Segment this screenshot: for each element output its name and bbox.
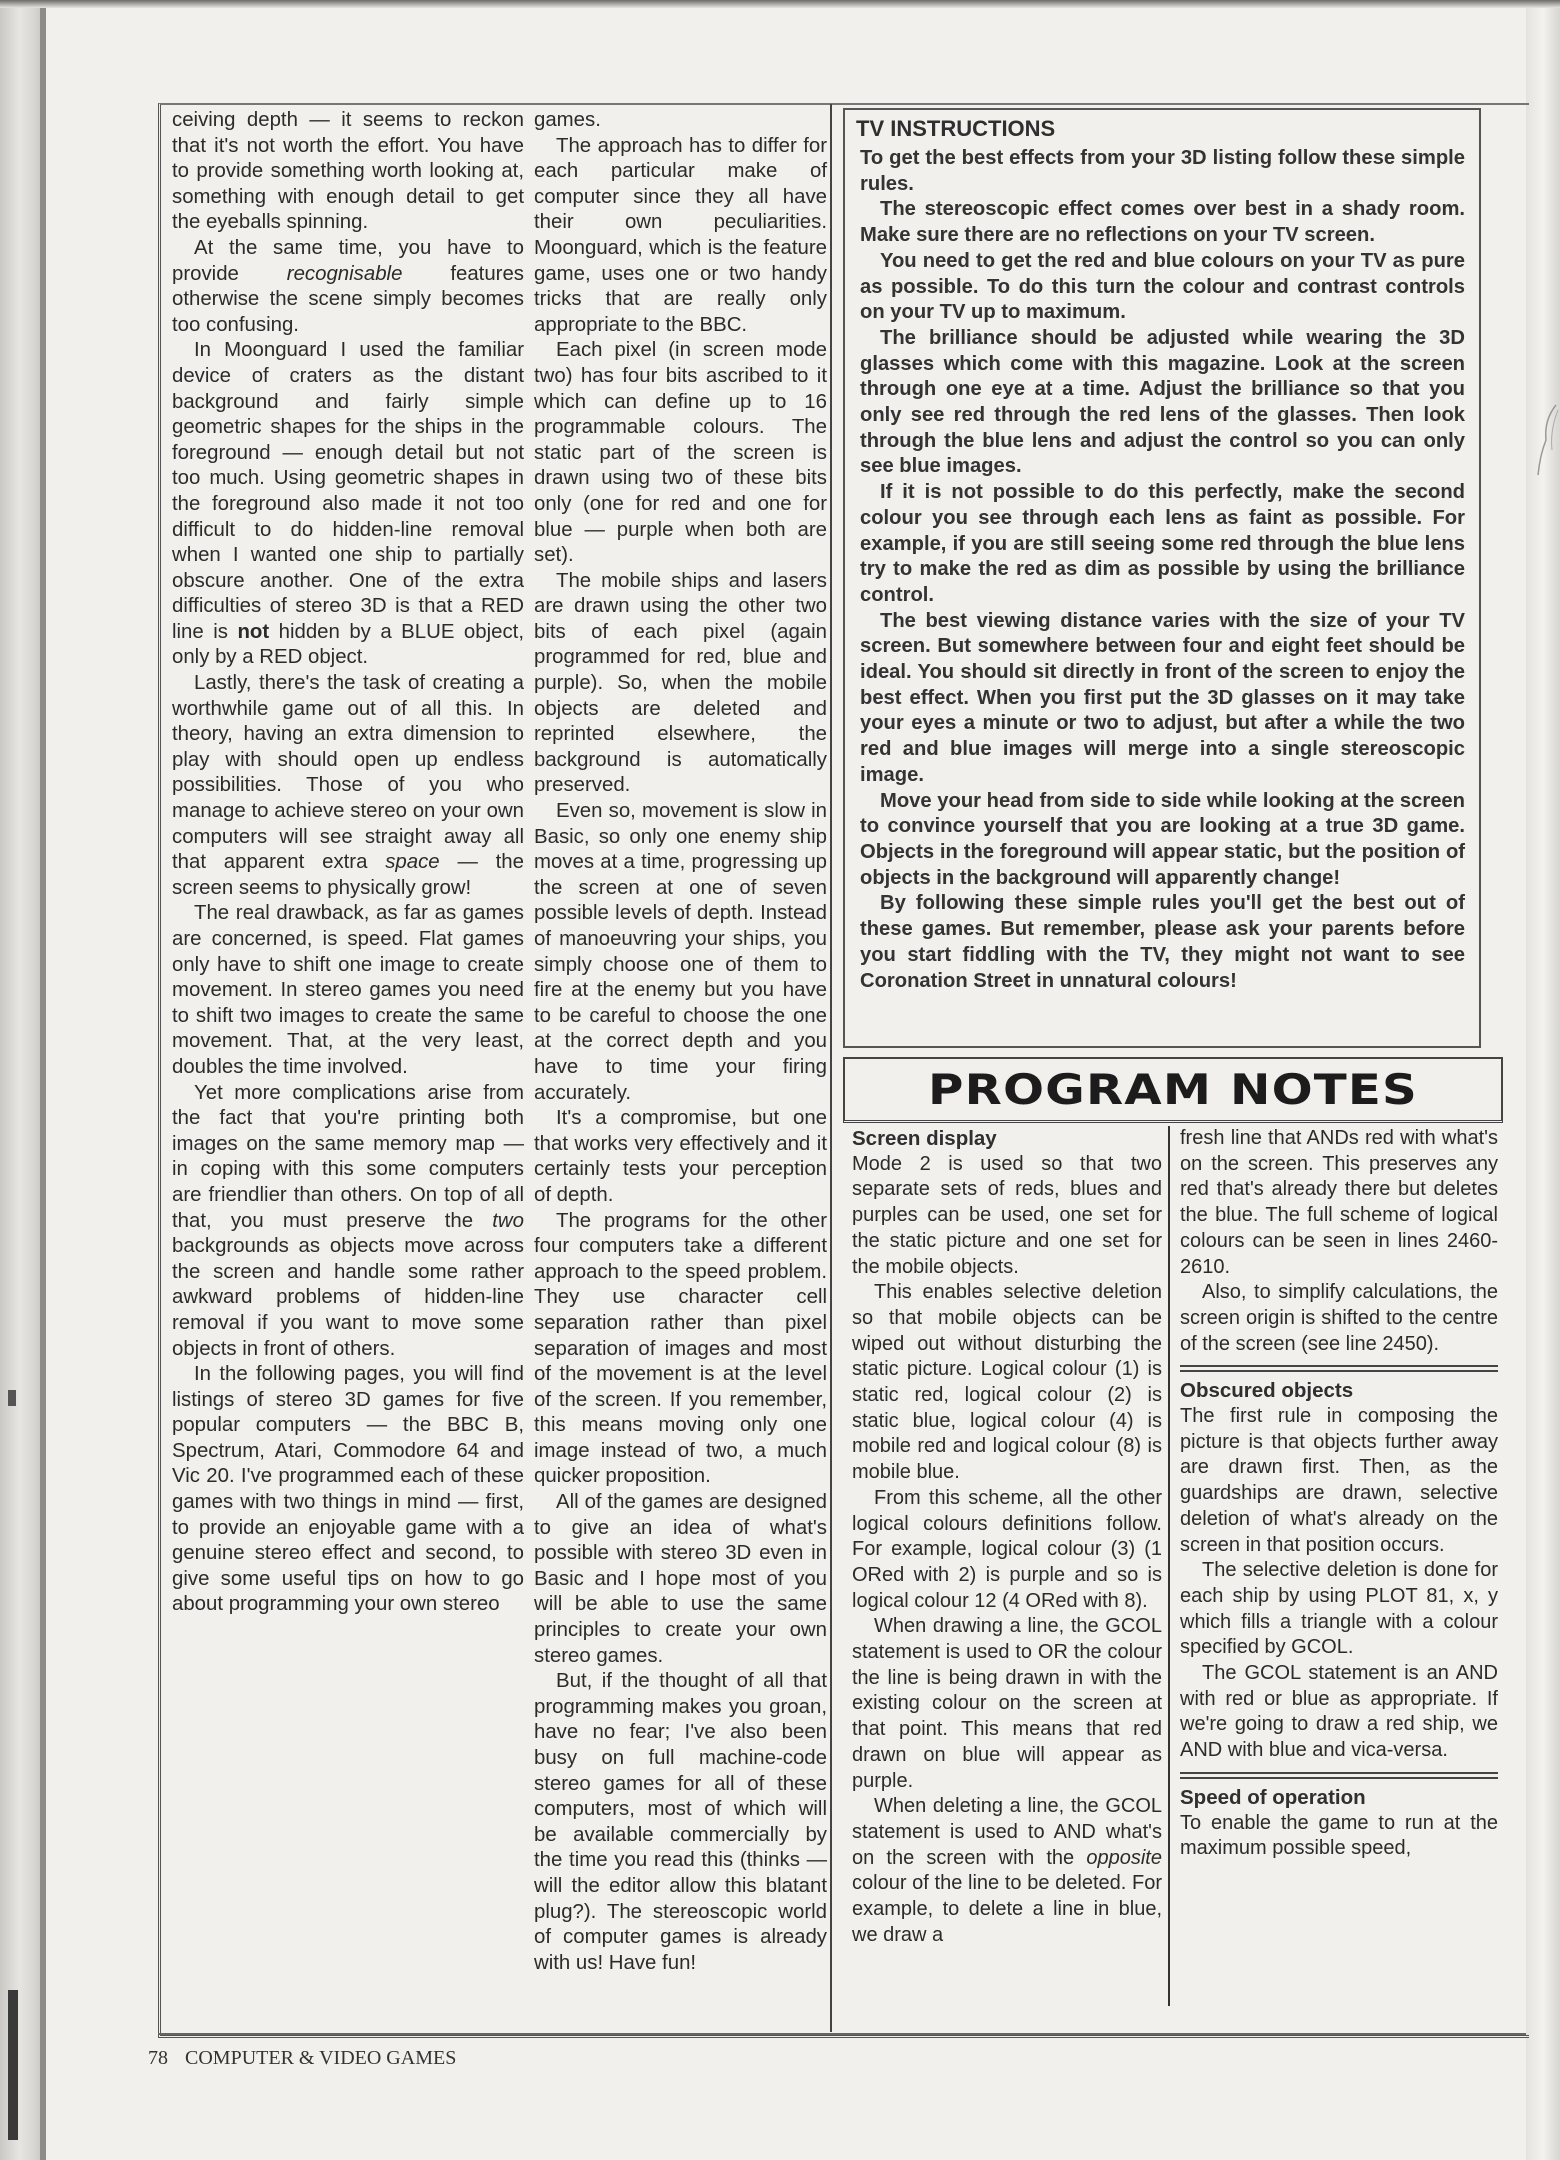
paragraph: Yet more complications arise from the fact that you're printing both images on the same memory map — in coping with this some computers are friendlier than others. On top of all that, you must preserve the two backgrounds as objects move across the screen and handle some rather awkward problems of hidden-line removal if you want to move some objects in front of others. [172, 1081, 524, 1360]
paragraph: This enables selective deletion so that mobile objects can be wiped out without disturbing the static picture. Logical colour (1) is static red, logical colour (2) is static blue, logical colour (4) is mobile red and logical colour (8) is mobile blue. [852, 1281, 1162, 1484]
paragraph: Even so, movement is slow in Basic, so only one enemy ship moves at a time, progressing up the screen at one of seven possible levels of depth. Instead of manoeuvring your ships, you simply choose one of them to fire at the enemy but you have to be careful to choose the one at the correct depth and you have to time your firing accurately. [534, 800, 827, 1104]
paragraph: games. [534, 109, 601, 131]
paragraph: Mode 2 is used so that two separate sets of reds, blues and purples can be used, one set for the static picture and one set for the mobile objects. [852, 1152, 1162, 1278]
paragraph: The programs for the other four computers take a different approach to the speed problem. They use character cell separation rather than pixel separation of images and most of the movement is at the level of the screen. If you remember, this means moving only one image instead of two, a much quicker proposition. [534, 1209, 827, 1488]
paragraph [852, 1794, 1162, 1948]
paragraph: The GCOL statement is an AND with red or blue as appropriate. If we're going to draw a red ship, we AND with blue and vica-versa. [1180, 1662, 1498, 1762]
paragraph: But, if the thought of all that programming makes you groan, have no fear; I've also been busy on full machine-code stereo games for all of these computers, most of which will be available commercially by the time you read this (thinks — will the editor allow this blatant plug?). The stereoscopic world of computer games is already with us! Have fun! [534, 1670, 827, 1974]
emphasis: space [385, 851, 440, 874]
next-page-edge [1526, 0, 1560, 2160]
bottom-rule [158, 2033, 1526, 2035]
paragraph: fresh line that ANDs red with what's on the screen. This preserves any red that's already there but deletes the blue. The full scheme of logical colours can be seen in lines 2460-2610. [1180, 1127, 1498, 1278]
section-heading-speed-of-operation: Speed of operation [1180, 1785, 1366, 1809]
paragraph: It's a compromise, but one that works very effectively and it certainly tests your perception of depth. [534, 1107, 827, 1206]
paragraph: By following these simple rules you'll get the best out of these games. But remember, please ask your parents before you start fiddling with the TV, they might not want to see Coronation Street in unnatural colours! [860, 892, 1465, 992]
article-column-2 [534, 108, 827, 1976]
paragraph: ceiving depth — it seems to reckon that it's not worth the effort. You have to provide something worth looking at, something with enough detail to get the eyeballs spinning. [172, 109, 524, 234]
tv-instructions-body [860, 146, 1465, 994]
paragraph: You need to get the red and blue colours on your TV as pure as possible. To do this turn the colour and contrast controls on your TV up to maximum. [860, 249, 1465, 324]
publication-name: COMPUTER & VIDEO GAMES [185, 2047, 457, 2069]
paragraph: In the following pages, you will find listings of stereo 3D games for five popular computers — the BBC B, Spectrum, Atari, Commodore 64 and Vic 20. I've programmed each of these games with two things in mind — first, to provide an enjoyable game with a genuine stereo effect and second, to give some useful tips on how to go about programming your own stereo [172, 1363, 524, 1616]
emphasis: two [492, 1209, 524, 1232]
text-run: When deleting a line, the GCOL statement is used to AND what's on the screen with the [852, 1795, 1162, 1869]
emphasis: opposite [1086, 1846, 1162, 1869]
section-heading-screen-display: Screen display [852, 1127, 997, 1150]
paragraph: Move your head from side to side while looking at the screen to convince yourself that you are looking at a true 3D game. Objects in the foreground will appear static, but the position of objects in the background will apparently change! [860, 789, 1465, 889]
program-notes-banner [843, 1057, 1503, 1123]
paragraph: The stereoscopic effect comes over best in a shady room. Make sure there are no reflections on your TV screen. [860, 198, 1465, 247]
paragraph: Lastly, there's the task of creating a worthwhile game out of all this. In theory, having an extra dimension to play with should open up endless possibilities. Those of you who manage to achieve stereo on your own computers will see straight away all that apparent extra space — the screen seems to physically grow! [172, 672, 524, 899]
paragraph: The approach has to differ for each particular make of computer since they all have their own peculiarities. Moonguard, which is the feature game, uses one or two handy tricks that are really only appropriate to the BBC. [534, 134, 827, 336]
article-column-1 [172, 108, 524, 1618]
binding-mark [8, 1990, 18, 2140]
illustration-fragment-icon [1536, 400, 1560, 480]
paragraph: The mobile ships and lasers are drawn using the other two bits of each pixel (again programmed for red, blue and purple). So, when the mobile objects are deleted and reprinted elsewhere, the background is automatically preserved. [534, 569, 827, 797]
paragraph: To enable the game to run at the maximum possible speed, [1180, 1811, 1498, 1860]
column-divider [1168, 1126, 1170, 2006]
paragraph: From this scheme, all the other logical colours definitions follow. For example, logical colour (3) (1 ORed with 2) is purple and so is logical colour 12 (4 ORed with 8). [852, 1486, 1162, 1612]
paragraph: To get the best effects from your 3D listing follow these simple rules. [860, 147, 1465, 195]
text-run: colour of the line to be deleted. For example, to delete a line in blue, we draw a [852, 1872, 1162, 1946]
section-heading-obscured-objects: Obscured objects [1180, 1379, 1354, 1403]
binding-mark [8, 1390, 16, 1406]
paragraph: When drawing a line, the GCOL statement is used to OR the colour the line is being drawn in with the existing colour on the screen at that point. This means that red drawn on blue will appear as purple. [852, 1615, 1162, 1792]
paragraph: Each pixel (in screen mode two) has four bits ascribed to it which can define up to 16 programmable colours. The static part of the screen is drawn using two of these bits only (one for red and one for blue — purple when both are set). [534, 339, 827, 567]
top-shadow [0, 0, 1560, 8]
paragraph: The selective deletion is done for each ship by using PLOT 81, x, y which fills a triangle with a colour specified by GCOL. [1180, 1559, 1498, 1659]
program-notes-title: PROGRAM NOTES [928, 1065, 1418, 1114]
section-divider [1180, 1772, 1498, 1779]
paragraph: The brilliance should be adjusted while wearing the 3D glasses which come with this magazine. Look at the screen through one eye at a time. Adjust the brilliance so that you only see red through the red lens of the glasses. Then look through the blue lens and adjust the control so you can only see blue images. [860, 326, 1465, 478]
column-divider [830, 104, 832, 2032]
paragraph: The real drawback, as far as games are concerned, is speed. Flat games only have to shift one image to create movement. In stereo games you need to shift two images to create the same movement. That, at the very least, doubles the time involved. [172, 902, 524, 1078]
program-notes-column-2 [1180, 1126, 1498, 1862]
paragraph: The best viewing distance varies with the size of your TV screen. But somewhere between four and eight feet should be ideal. You should sit directly in front of the screen to enjoy the best effect. When you first put the 3D glasses on it may take your eyes a minute or two to adjust, but after a while the two red and blue images will merge into a single stereoscopic image. [860, 609, 1465, 786]
emphasis: recognisable [286, 262, 403, 285]
paragraph: All of the games are designed to give an idea of what's possible with stereo 3D even in Basic and I hope most of you will be able to use the same principles to create your own stereo games. [534, 1491, 827, 1667]
section-divider [1180, 1365, 1498, 1372]
paragraph: Also, to simplify calculations, the screen origin is shifted to the centre of the screen (see line 2450). [1180, 1281, 1498, 1355]
tv-instructions-title: TV INSTRUCTIONS [856, 116, 1056, 141]
program-notes-column-1 [852, 1126, 1162, 1949]
paragraph: At the same time, you have to provide recognisable features otherwise the scene simply becomes too confusing. [172, 236, 525, 336]
paragraph: If it is not possible to do this perfectly, make the second colour you see through each lens as faint as possible. For example, if you are still seeing some red through the blue lens try to make the red as dim as possible by using the brilliance control. [860, 481, 1465, 606]
paragraph: In Moonguard I used the familiar device of craters as the distant background and fairly simple geometric shapes for the ships in the foreground — enough detail but not too much. Using geometric shapes in the foreground also made it not too difficult to do hidden-line removal when I wanted one ship to partially obscure another. One of the extra difficulties of stereo 3D is that a RED line is not hidden by a BLUE object, only by a RED object. [172, 339, 525, 669]
page-number: 78 [148, 2047, 168, 2069]
emphasis: not [237, 620, 270, 643]
page-footer [148, 2047, 456, 2070]
paragraph: The first rule in composing the picture is that objects further away are drawn first. Then, as the guardships are drawn, selective deletion of what's already on the screen in that position occurs. [1180, 1405, 1498, 1556]
